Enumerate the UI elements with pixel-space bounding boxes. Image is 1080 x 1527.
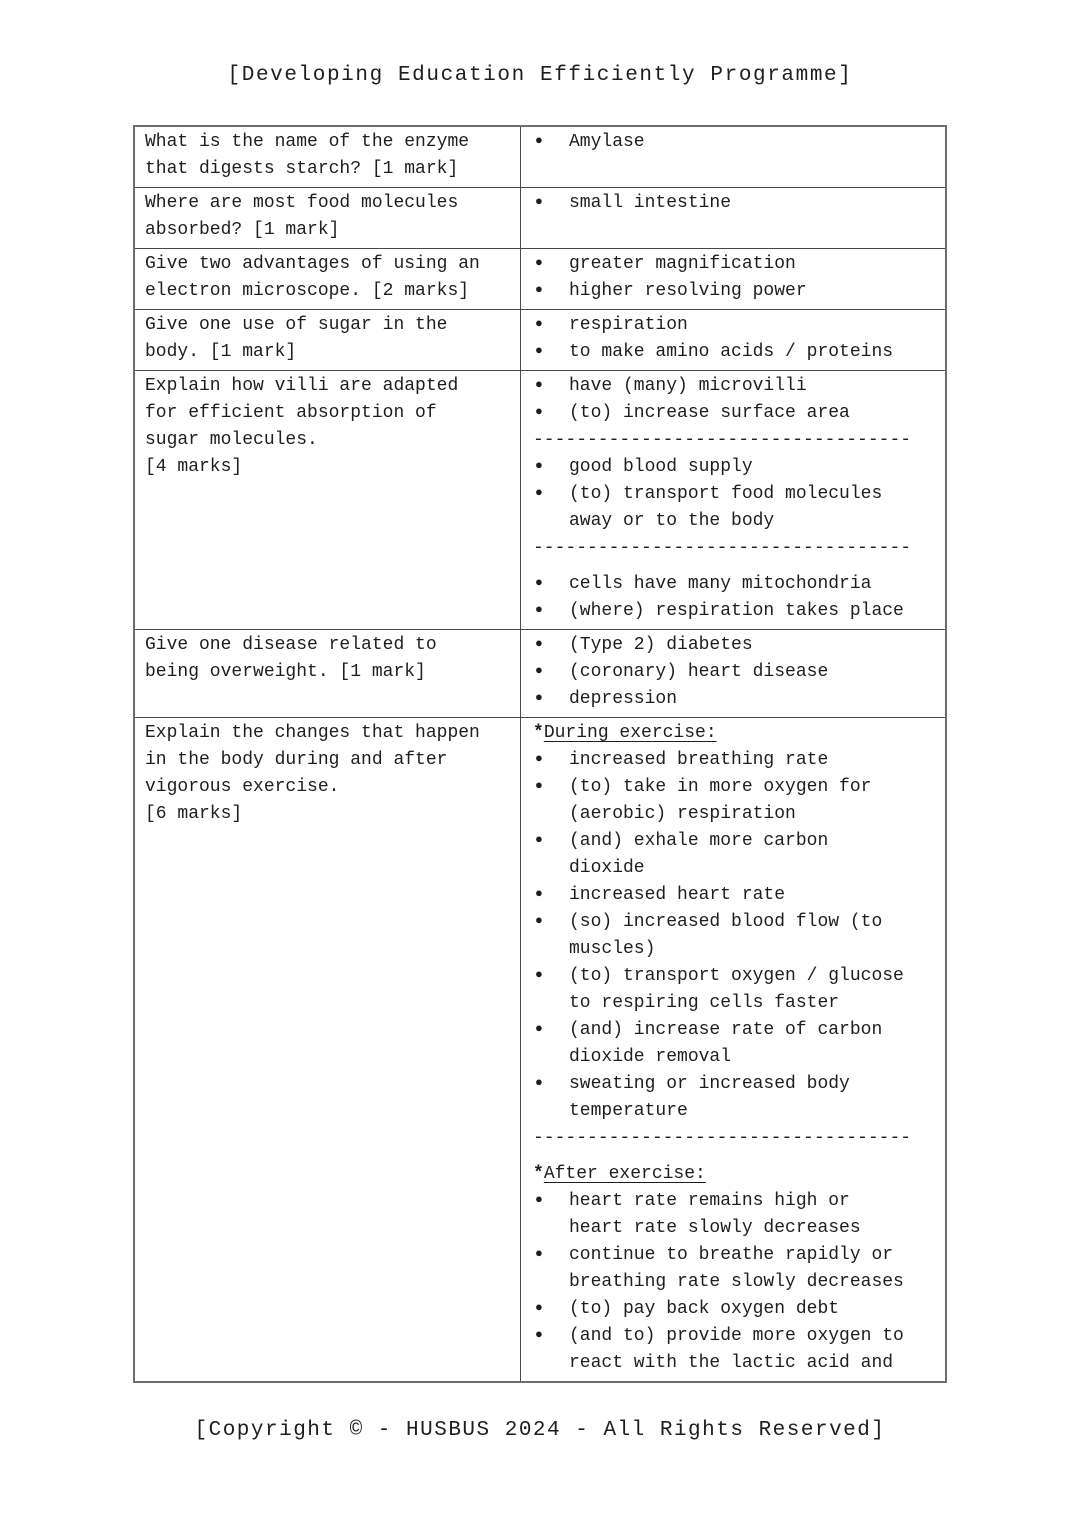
bullet-icon: ● (535, 194, 543, 209)
answer-item (533, 747, 937, 774)
question-line: electron microscope. [2 marks] (145, 281, 470, 301)
answer-line: to respiring cells faster (569, 993, 840, 1013)
bullet-icon: ● (535, 778, 543, 793)
table-row (134, 249, 946, 310)
bullet-icon: ● (535, 343, 543, 358)
answer-line: (and) exhale more carbon (569, 831, 829, 851)
bullet-icon: ● (535, 133, 543, 148)
answer-cell (521, 249, 947, 310)
copyright-footer: [Copyright © - HUSBUS 2024 - All Rights Reserved] (194, 1419, 886, 1442)
question-cell (134, 126, 521, 188)
table-row (134, 371, 946, 630)
qa-table-body (134, 126, 946, 1382)
page-title: [Developing Education Efficiently Programme] (227, 64, 853, 87)
answer-line: (aerobic) respiration (569, 804, 796, 824)
answer-line: Amylase (569, 132, 645, 152)
bullet-icon: ● (535, 282, 543, 297)
question-cell (134, 630, 521, 718)
answer-line: good blood supply (569, 457, 753, 477)
answer-line: depression (569, 689, 678, 709)
answer-cell (521, 371, 947, 630)
answer-item (533, 963, 937, 1017)
question-line: in the body during and after (145, 750, 448, 770)
answer-cell (521, 718, 947, 1383)
bullet-icon: ● (535, 485, 543, 500)
answer-item (533, 1188, 937, 1242)
answer-line: higher resolving power (569, 281, 807, 301)
answer-item (533, 373, 937, 400)
bullet-icon: ● (535, 690, 543, 705)
answer-line: small intestine (569, 193, 732, 213)
bullet-icon: ● (535, 316, 543, 331)
question-cell (134, 310, 521, 371)
answer-item (533, 339, 937, 366)
question-cell (134, 718, 521, 1383)
question-line: Explain how villi are adapted (145, 376, 459, 396)
answer-item (533, 686, 937, 713)
question-line: vigorous exercise. (145, 777, 340, 797)
question-line: Where are most food molecules (145, 193, 459, 213)
table-row (134, 718, 946, 1383)
bullet-icon: ● (535, 967, 543, 982)
table-row (134, 188, 946, 249)
answer-cell (521, 310, 947, 371)
question-cell (134, 188, 521, 249)
answer-line: continue to breathe rapidly or (569, 1245, 894, 1265)
answer-line: away or to the body (569, 511, 775, 531)
bullet-icon: ● (535, 1021, 543, 1036)
question-line: absorbed? [1 mark] (145, 220, 340, 240)
bullet-icon: ● (535, 663, 543, 678)
question-line: Give one use of sugar in the (145, 315, 448, 335)
table-row (134, 126, 946, 188)
answer-line: heart rate remains high or (569, 1191, 850, 1211)
answer-line: dioxide (569, 858, 645, 878)
question-line: Give two advantages of using an (145, 254, 480, 274)
answer-item (533, 1323, 937, 1377)
answer-line: (to) increase surface area (569, 403, 850, 423)
answer-line: increased heart rate (569, 885, 786, 905)
bullet-icon: ● (535, 751, 543, 766)
answer-item (533, 190, 937, 217)
answer-line: dioxide removal (569, 1047, 732, 1067)
bullet-icon: ● (535, 1327, 543, 1342)
answer-item (533, 571, 937, 598)
answer-item (533, 598, 937, 625)
question-line: What is the name of the enzyme (145, 132, 470, 152)
question-cell (134, 371, 521, 630)
asterisk-marker: * (533, 723, 544, 743)
answer-line: (and to) provide more oxygen to (569, 1326, 904, 1346)
answer-cell (521, 630, 947, 718)
bullet-icon: ● (535, 1246, 543, 1261)
question-line: being overweight. [1 mark] (145, 662, 426, 682)
answer-section-heading-label: During exercise: (543, 723, 717, 743)
question-cell (134, 249, 521, 310)
bullet-icon: ● (535, 913, 543, 928)
answer-line: temperature (569, 1101, 688, 1121)
answer-section-heading (533, 1161, 937, 1188)
answer-item (533, 882, 937, 909)
answer-item (533, 454, 937, 481)
answer-item (533, 1296, 937, 1323)
question-line: [4 marks] (145, 457, 243, 477)
separator-line: ----------------------------------- (533, 1128, 912, 1148)
question-line: sugar molecules. (145, 430, 318, 450)
question-line: that digests starch? [1 mark] (145, 159, 459, 179)
answer-item (533, 909, 937, 963)
answer-line: sweating or increased body (569, 1074, 850, 1094)
answer-line: react with the lactic acid and (569, 1353, 894, 1373)
answer-line: greater magnification (569, 254, 796, 274)
answer-section-heading-label: After exercise: (543, 1164, 706, 1184)
answer-line: have (many) microvilli (569, 376, 807, 396)
question-line: Explain the changes that happen (145, 723, 480, 743)
answer-line: (to) pay back oxygen debt (569, 1299, 840, 1319)
bullet-icon: ● (535, 1192, 543, 1207)
answer-item (533, 774, 937, 828)
separator-line: ----------------------------------- (533, 430, 912, 450)
answer-line: to make amino acids / proteins (569, 342, 894, 362)
answer-item (533, 1071, 937, 1125)
answer-line: (Type 2) diabetes (569, 635, 753, 655)
answer-item (533, 481, 937, 535)
answer-item (533, 251, 937, 278)
bullet-icon: ● (535, 575, 543, 590)
answer-cell (521, 188, 947, 249)
answer-line: respiration (569, 315, 688, 335)
spacer (533, 1152, 937, 1161)
spacer (533, 562, 937, 571)
qa-table (133, 125, 947, 1383)
answer-line: (where) respiration takes place (569, 601, 904, 621)
table-row (134, 310, 946, 371)
answer-cell (521, 126, 947, 188)
answer-line: increased breathing rate (569, 750, 829, 770)
answer-item (533, 400, 937, 427)
answer-item (533, 1017, 937, 1071)
bullet-icon: ● (535, 255, 543, 270)
answer-item (533, 129, 937, 156)
answer-item (533, 659, 937, 686)
question-line: for efficient absorption of (145, 403, 437, 423)
separator-line: ----------------------------------- (533, 538, 912, 558)
answer-item (533, 828, 937, 882)
answer-line: cells have many mitochondria (569, 574, 872, 594)
answer-line: (so) increased blood flow (to (569, 912, 883, 932)
answer-line: (to) take in more oxygen for (569, 777, 872, 797)
answer-line: muscles) (569, 939, 656, 959)
answer-line: (coronary) heart disease (569, 662, 829, 682)
asterisk-marker: * (533, 1164, 544, 1184)
bullet-icon: ● (535, 602, 543, 617)
answer-line: (to) transport oxygen / glucose (569, 966, 904, 986)
bullet-icon: ● (535, 886, 543, 901)
bullet-icon: ● (535, 1300, 543, 1315)
bullet-icon: ● (535, 377, 543, 392)
bullet-icon: ● (535, 458, 543, 473)
answer-item (533, 278, 937, 305)
bullet-icon: ● (535, 832, 543, 847)
answer-section-heading (533, 720, 937, 747)
question-line: [6 marks] (145, 804, 243, 824)
answer-item (533, 632, 937, 659)
bullet-icon: ● (535, 1075, 543, 1090)
question-line: Give one disease related to (145, 635, 437, 655)
answer-item (533, 312, 937, 339)
table-row (134, 630, 946, 718)
bullet-icon: ● (535, 636, 543, 651)
answer-item (533, 1242, 937, 1296)
bullet-icon: ● (535, 404, 543, 419)
answer-line: breathing rate slowly decreases (569, 1272, 904, 1292)
answer-line: heart rate slowly decreases (569, 1218, 861, 1238)
question-line: body. [1 mark] (145, 342, 297, 362)
answer-line: (and) increase rate of carbon (569, 1020, 883, 1040)
answer-line: (to) transport food molecules (569, 484, 883, 504)
